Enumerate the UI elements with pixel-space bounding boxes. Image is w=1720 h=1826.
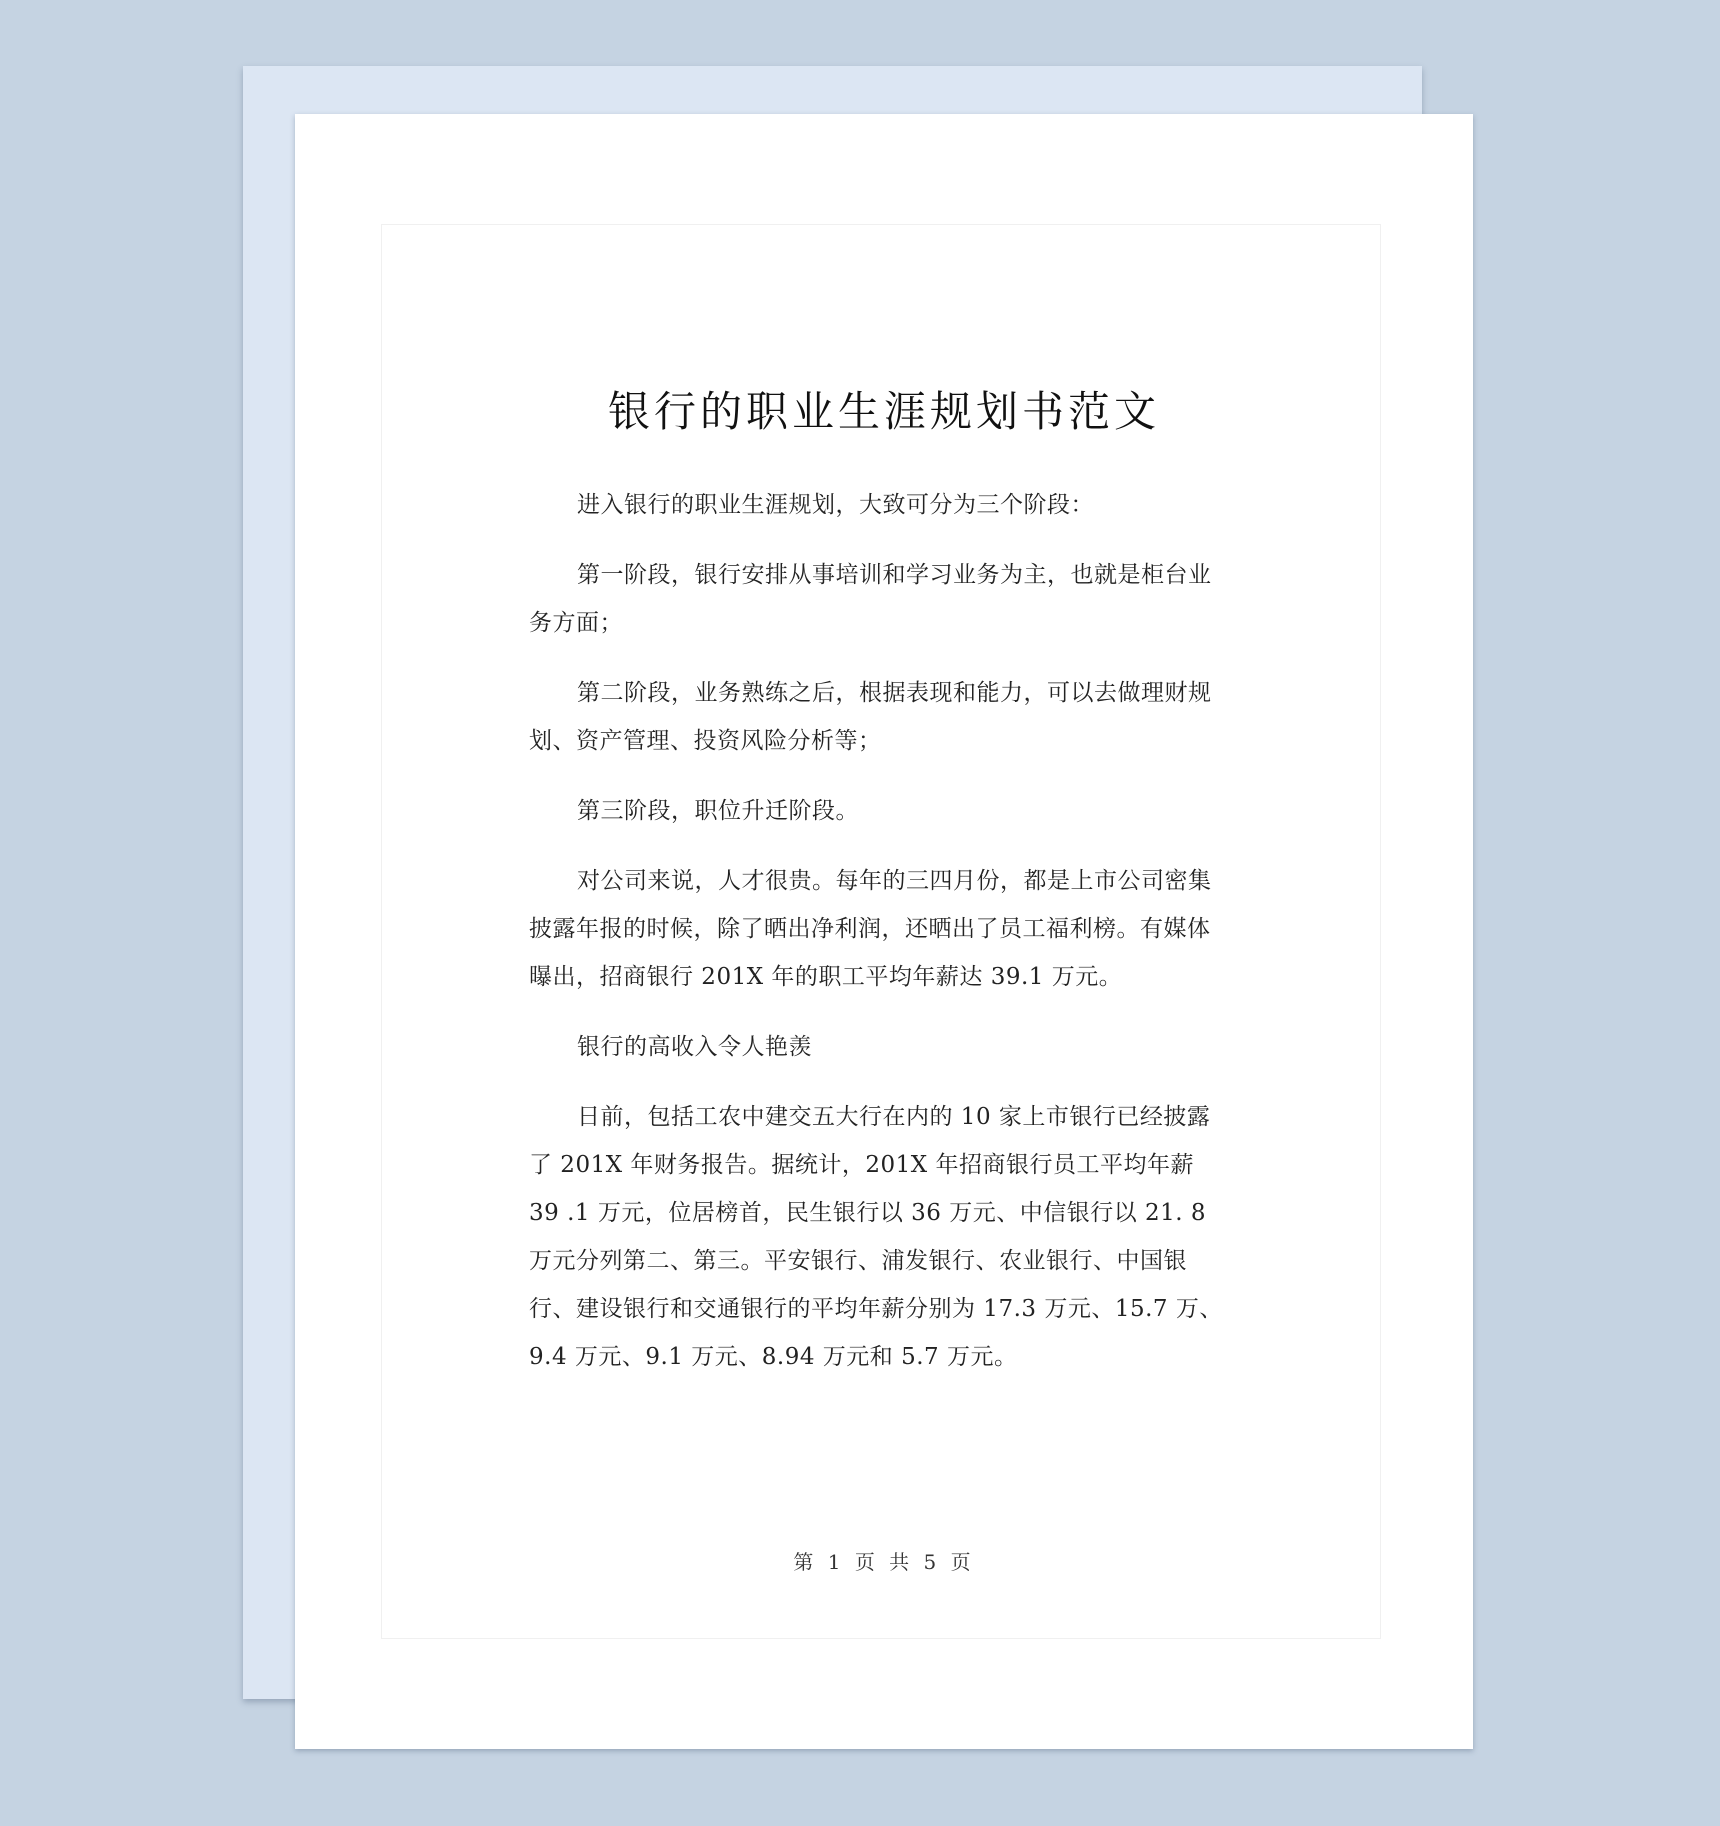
document-title: 银行的职业生涯规划书范文 [607,387,1160,436]
paragraph: 第三阶段，职位升迁阶段。 [577,798,859,824]
paragraph: 进入银行的职业生涯规划，大致可分为三个阶段： [577,492,1094,518]
paragraph: 第一阶段，银行安排从事培训和学习业务为主，也就是柜台业务方面； [529,562,1212,636]
document-body [529,481,1229,1403]
paragraph: 日前，包括工农中建交五大行在内的 10 家上市银行已经披露了 201X 年财务报告。据统计，201X 年招商银行员工平均年薪 39 .1 万元，位居榜首，民生银行以 36 万元、中信银行以 21. 8 万元分列第二、第三。平安银行、浦发银行、农业银行、中国银行、建设银行和交通银行的平均年薪分别为 17.3 万元、15.7 万、9.4 万元、9.1 万元、8.94 万元和 5.7 万元。 [529,1104,1223,1370]
paragraph: 对公司来说，人才很贵。每年的三四月份，都是上市公司密集披露年报的时候，除了晒出净利润，还晒出了员工福利榜。有媒体曝出，招商银行 201X 年的职工平均年薪达 39.1 万元。 [529,868,1212,990]
document-page [295,114,1473,1749]
page-number-footer: 第 1 页 共 5 页 [793,1550,975,1574]
section-heading: 银行的高收入令人艳羡 [577,1034,812,1060]
paragraph: 第二阶段，业务熟练之后，根据表现和能力，可以去做理财规划、资产管理、投资风险分析等； [529,680,1212,754]
